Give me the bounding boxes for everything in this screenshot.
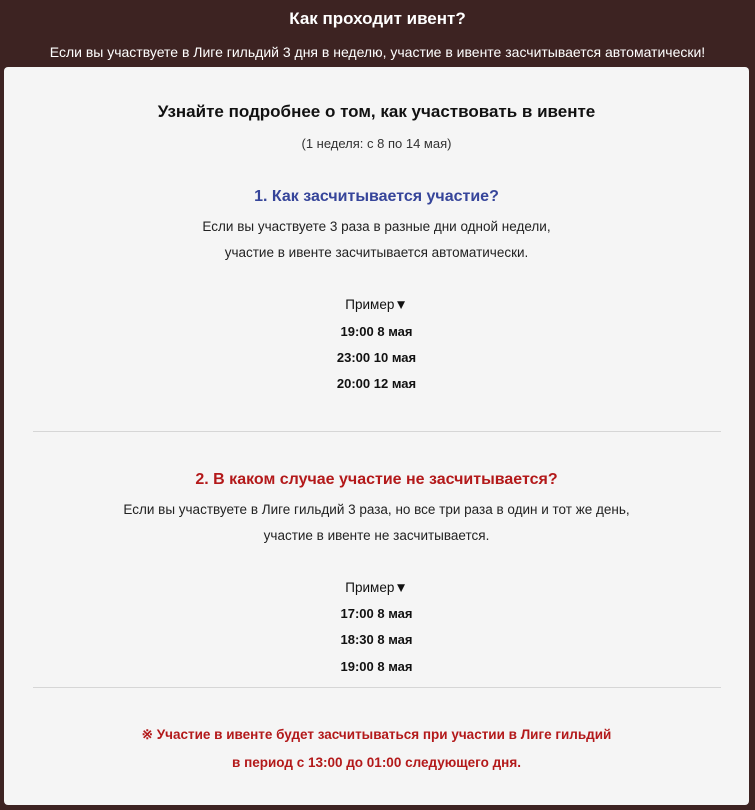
section1-text-line2: участие в ивенте засчитывается автоматически. — [224, 245, 529, 260]
event-period: (1 неделя: с 8 по 14 мая) — [301, 136, 452, 151]
section1-example-text: Пример — [345, 297, 395, 312]
note-line2: в период с 13:00 до 01:00 следующего дня. — [232, 755, 521, 770]
section2-example-time-2: 18:30 8 мая — [340, 632, 413, 647]
note-line1: ※ Участие в ивенте будет засчитываться при участии в Лиге гильдий — [141, 727, 612, 742]
section1-example-label — [4, 296, 749, 314]
section1-text-line1: Если вы участвуете 3 раза в разные дни одной недели, — [202, 219, 551, 234]
section1-example-time-2: 23:00 10 мая — [336, 350, 417, 365]
intro-title: Узнайте подробнее о том, как участвовать в ивенте — [157, 102, 596, 121]
section1-example-time-3: 20:00 12 мая — [336, 376, 417, 391]
header-subtitle: Если вы участвуете в Лиге гильдий 3 дня в неделю, участие в ивенте засчитывается автоматически! — [49, 44, 706, 60]
section2-example-text: Пример — [345, 580, 395, 595]
section2-text-line1: Если вы участвуете в Лиге гильдий 3 раза, но все три раза в один и тот же день, — [123, 502, 630, 517]
section2-example-time-1: 17:00 8 мая — [340, 606, 413, 621]
section2-title: 2. В каком случае участие не засчитывается? — [195, 471, 558, 488]
triangle-down-icon: ▼ — [394, 580, 408, 595]
triangle-down-icon: ▼ — [394, 297, 408, 312]
section2-example-time-3: 19:00 8 мая — [340, 659, 413, 674]
section1-title: 1. Как засчитывается участие? — [254, 188, 499, 205]
section2-text-line2: участие в ивенте не засчитывается. — [263, 528, 490, 543]
section1-example-time-1: 19:00 8 мая — [340, 324, 413, 339]
info-card — [4, 67, 749, 805]
section-divider — [33, 687, 721, 688]
header-title: Как проходит ивент? — [289, 9, 466, 28]
section2-example-label — [4, 579, 749, 597]
section-divider — [33, 431, 721, 432]
